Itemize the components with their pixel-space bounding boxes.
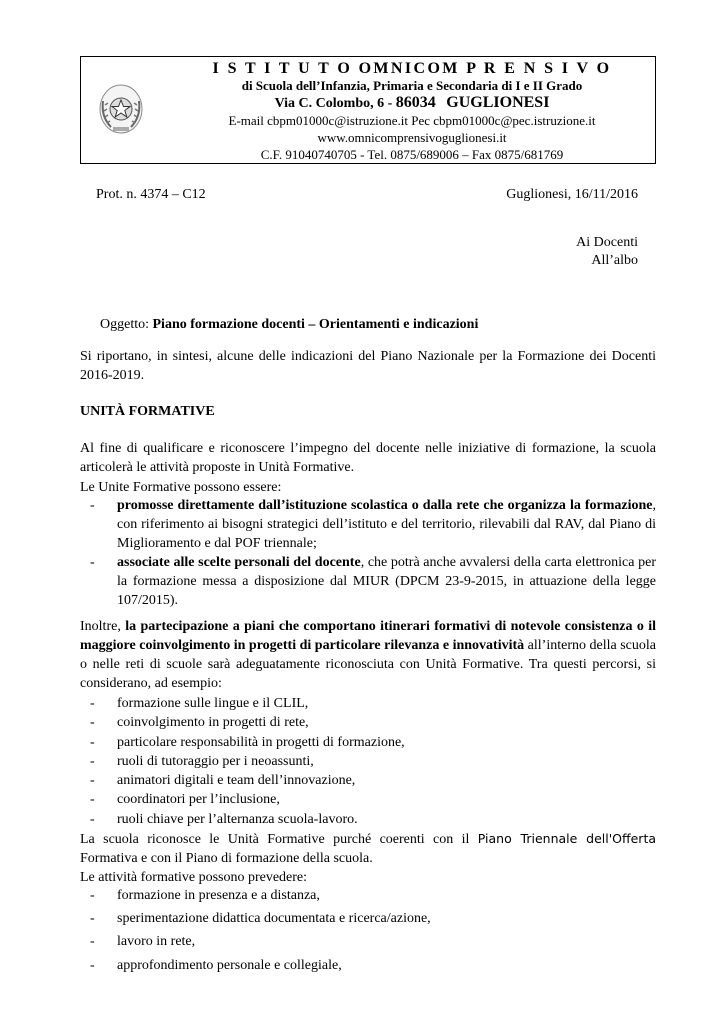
dash-bullet: - [90,715,95,731]
list-item [80,771,656,790]
list-item-text: formazione in presenza e a distanza, [117,888,320,903]
dash-bullet: - [90,555,95,570]
paragraph-unita-formative: Al fine di qualificare e riconoscere l’impegno del docente nelle iniziative di formazione, la scuola articolerà le attività proposte in Unità Formative. [80,441,656,475]
subject-line [100,317,478,333]
list-item-text: ruoli di tutoraggio per i neoassunti, [117,753,314,769]
paragraph-riconoscimento [80,829,656,868]
section-title: UNITÀ FORMATIVE [80,404,215,419]
list-item [80,932,656,955]
address-city: GUGLIONESI [446,94,550,111]
list-item [80,553,656,610]
attivita-list [80,886,656,979]
list-item [80,886,656,909]
dash-bullet: - [90,773,95,789]
institute-subtitle: di Scuola dell’Infanzia, Primaria e Secondaria di I e II Grado [241,78,583,93]
dash-bullet: - [90,811,95,827]
institute-fiscal-contacts: C.F. 91040740705 - Tel. 0875/689006 – Fax 0875/681769 [260,147,564,162]
list-intro-unita: Le Unite Formative possono essere: [80,480,282,495]
list-item [80,733,656,752]
list-item-text: coinvolgimento in progetti di rete, [117,715,309,731]
list-item [80,909,656,932]
p2-start: Inoltre, [80,619,126,634]
address-street: Via C. Colombo, 6 - [274,96,396,111]
dash-bullet: - [90,734,95,750]
dash-bullet: - [90,792,95,808]
italian-republic-emblem-icon [97,81,145,137]
list-item-text: sperimentazione didattica documentata e ricerca/azione, [117,911,431,927]
list-item [80,713,656,732]
list-item [80,752,656,771]
list-item-text: particolare responsabilità in progetti di formazione, [117,734,405,750]
institute-email: E-mail cbpm01000c@istruzione.it Pec cbpm01000c@pec.istruzione.it [228,113,596,128]
address-cap: 86034 [395,94,436,111]
p2-rest: all’interno della scuola o nelle reti di scuole sarà adeguatamente riconosciuta con Unità Formative. Tra questi percorsi, si considerano, ad esempio: [80,638,656,691]
list-item-text: coordinatori per l’inclusione, [117,792,280,808]
institute-address [177,95,647,111]
dash-bullet: - [90,934,95,950]
p3-end: Formativa e con il Piano di formazione della scuola. [80,851,373,866]
list-item-bold: promosse direttamente dall’istituzione scolastica o dalla rete che organizza la formazione [117,498,653,513]
paragraph-inoltre [80,617,656,693]
dash-bullet: - [90,888,95,903]
list-item-text: lavoro in rete, [117,934,196,950]
list-item-text: formazione sulle lingue e il CLIL, [117,696,309,711]
dash-bullet: - [90,498,95,513]
list-item-text: , che potrà anche avvalersi della carta elettronica per la formazione messa a disposizione dal MIUR (DPCM 23-9-2015, in attuazione della legge 107/2015). [117,555,656,608]
place-date: Guglionesi, 16/11/2016 [506,187,638,202]
dash-bullet: - [90,753,95,769]
list-item-text: approfondimento personale e collegiale, [117,957,342,973]
p2-bold: la partecipazione a piani che comportano itinerari formativi di notevole consistenza o il maggiore coinvolgimento in progetti di particolare rilevanza e innovatività [80,619,656,653]
list-item [80,694,656,713]
institute-website: www.omnicomprensivoguglionesi.it [317,130,507,145]
dash-bullet: - [90,696,95,711]
unita-formative-list [80,496,656,610]
percorsi-list [80,694,656,829]
intro-paragraph: Si riportano, in sintesi, alcune delle indicazioni del Piano Nazionale per la Formazione dei Docenti 2016-2019. [80,349,656,383]
dash-bullet: - [90,957,95,973]
list-intro-attivita: Le attività formative possono prevedere: [80,870,308,885]
p3-sans: Piano Triennale dell'Offerta [477,831,657,846]
protocol-number: Prot. n. 4374 – C12 [96,187,206,202]
letterhead-box [80,56,656,164]
list-item-bold: associate alle scelte personali del docente [117,555,361,570]
recipient-albo: All’albo [591,253,638,268]
list-item [80,496,656,553]
p3-start: La scuola riconosce le Unità Formative purché coerenti con il [80,832,478,847]
institute-name: I S T I T U T O OMNICOM P R E N S I V O [212,60,612,77]
list-item-text: animatori digitali e team dell’innovazione, [117,773,356,789]
list-item [80,790,656,809]
subject-text: Piano formazione docenti – Orientamenti e indicazioni [152,317,479,332]
subject-label: Oggetto: [100,317,153,332]
list-item-text: ruoli chiave per l’alternanza scuola-lavoro. [117,811,358,827]
list-item [80,810,656,829]
list-item-text: , con riferimento ai bisogni strategici dell’istituto e del territorio, rilevabili dal RAV, dal Piano di Miglioramento e dal POF triennale; [117,498,656,551]
dash-bullet: - [90,911,95,927]
recipient-docenti: Ai Docenti [576,235,638,250]
list-item [80,956,656,979]
